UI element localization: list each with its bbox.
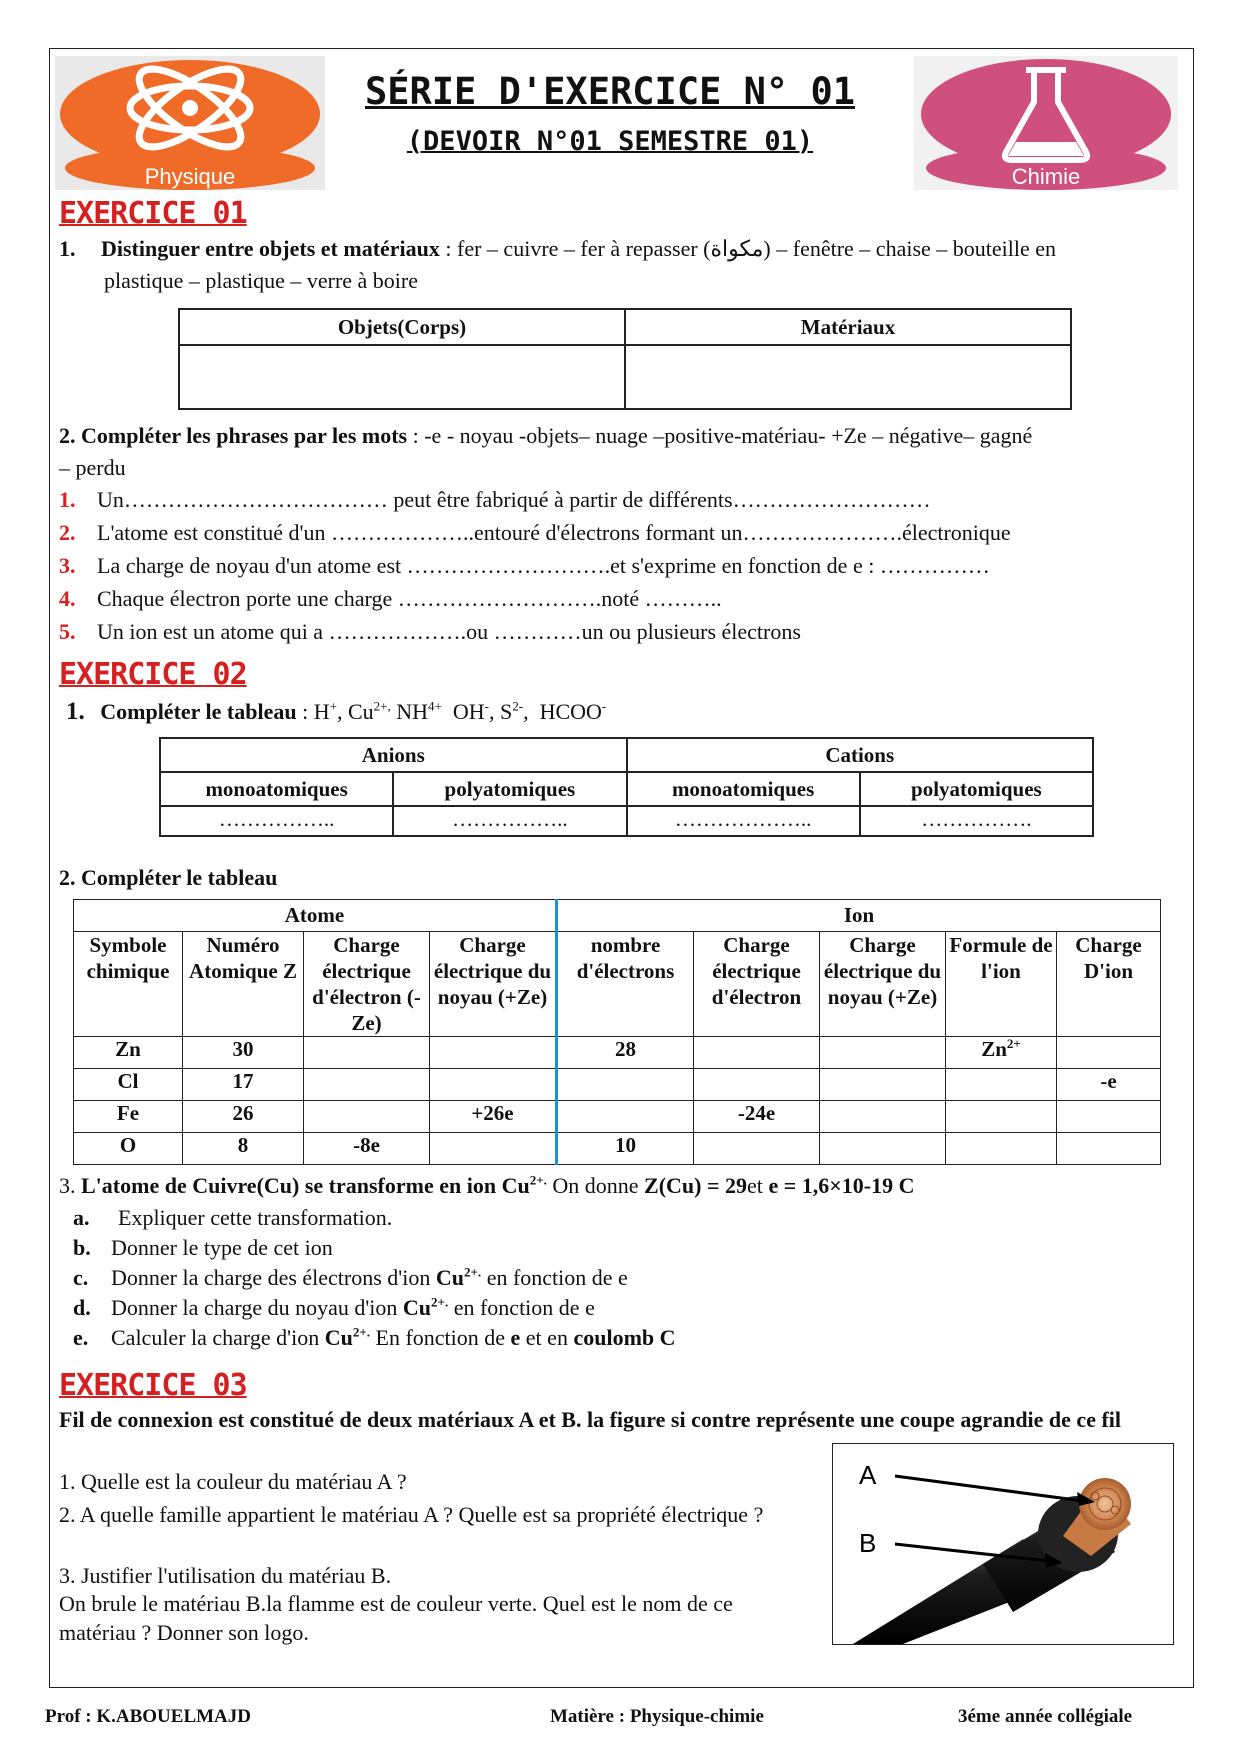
footer-niveau: 3éme année collégiale [958,1706,1133,1727]
ion-base: Cu [402,1295,432,1320]
table-cell [557,1069,694,1101]
table-subheader: monoatomiques [627,772,860,806]
item-text: Donner le type de cet ion [111,1235,333,1260]
table-header: Charge électrique d'électron (-Ze) [304,932,430,1037]
table-cell [820,1069,946,1101]
item-text3: et en [520,1325,574,1350]
table-cell [694,1133,820,1165]
table-cell: +26e [430,1101,557,1133]
ion-sup: 2+. [352,1324,370,1340]
ion: OH [452,699,485,724]
wire-figure [832,1443,1174,1645]
table-cell [430,1037,557,1069]
table-cell-ion-formula [946,1037,1057,1069]
ion-base: Zn [981,1037,1007,1061]
item-bold2: coulomb C [573,1325,676,1350]
q2-text: : -e - noyau -objets– nuage –positive-matériau- +Ze – négative– gagné [407,423,1033,448]
table-cell: …………….. [393,806,626,836]
q3-text: On donne [546,1173,645,1198]
item-letter: b. [73,1235,91,1260]
table-cell [946,1101,1057,1133]
table-header: Charge électrique du noyau (+Ze) [820,932,946,1037]
ion-base: Cu [435,1265,465,1290]
table-cell: ……………….. [627,806,860,836]
table-cell: -8e [304,1133,430,1165]
ion: Cu [347,699,374,724]
table-cell [304,1101,430,1133]
ion-sup: 2+, [373,698,391,714]
q3-sup: 2+. [529,1172,547,1188]
table-row [74,1101,1161,1133]
table-cell [820,1101,946,1133]
table-cell: 17 [183,1069,304,1101]
table-cell: Zn [74,1037,183,1069]
list-item [73,1262,676,1292]
table-cell: 10 [557,1133,694,1165]
ion: HCOO [539,699,602,724]
table-header: nombre d'électrons [557,932,694,1037]
page-title: SÉRIE D'EXERCICE N° 01 [364,70,856,113]
exercise-1-heading: EXERCICE 01 [59,196,247,231]
physique-logo [55,56,325,190]
list-item [59,517,1011,550]
table-cell [179,345,625,409]
footer-matiere: Matière : Physique-chimie [550,1706,764,1727]
list-item [59,616,1011,649]
table-cell [430,1069,557,1101]
table-subheader: polyatomiques [393,772,626,806]
ion-sup: 2+ [1006,1036,1021,1051]
chimie-logo [914,56,1178,190]
exercise-2-heading: EXERCICE 02 [59,657,247,692]
item-text: Calculer la charge d'ion [111,1325,325,1350]
q1-bold: Distinguer entre objets et matériaux [101,236,440,261]
item-text: L'atome est constitué d'un ………………..entouré d'électrons formant un………………….électronique [97,520,1011,545]
ex3-intro: Fil de connexion est constitué de deux matériaux A et B. la figure si contre représente une coupe agrandie de ce fil [59,1407,1122,1432]
table-cell [557,1101,694,1133]
q3-bold: L'atome de Cuivre(Cu) se transforme en ion Cu [81,1173,530,1198]
table-cell [694,1069,820,1101]
table-subheader: monoatomiques [160,772,393,806]
table-cell: ……………. [860,806,1093,836]
table-cell: -e [1057,1069,1161,1101]
physique-label: Physique [144,164,236,189]
item-letter: d. [73,1295,91,1320]
ion-sup: - [484,698,489,714]
table-header: Ion [557,900,1161,932]
item-letter: a. [73,1205,90,1230]
ion-sup: 4+ [428,698,442,714]
ex3-q2: 2. A quelle famille appartient le matériau A ? Quelle est sa propriété électrique ? [59,1502,764,1527]
table-cell [946,1133,1057,1165]
label-b: B [859,1528,877,1558]
table-cell [304,1037,430,1069]
ex1-q2-line2: – perdu [59,455,126,480]
item-number: 1. [59,487,76,512]
q2-bold: 2. Compléter les phrases par les mots [59,423,408,448]
table-cell [1057,1133,1161,1165]
ex2-q2: 2. Compléter le tableau [59,865,278,890]
exercise-3-heading: EXERCICE 03 [59,1368,247,1403]
colon: : [296,699,314,724]
table-cell: …………….. [160,806,393,836]
table-row [74,1133,1161,1165]
table-cell [1057,1037,1161,1069]
list-item [59,484,1011,517]
footer-prof: Prof : K.ABOUELMAJD [45,1706,251,1727]
q3-bold2: Z(Cu) = 29 [644,1173,748,1198]
item-text: Donner la charge des électrons d'ion [111,1265,436,1290]
table-header: Cations [627,738,1094,772]
list-item [59,583,1011,616]
item-number: 3. [59,553,76,578]
table-cell: 8 [183,1133,304,1165]
ex1-q2 [59,420,1179,451]
ex1-q1-line2: plastique – plastique – verre à boire [104,268,419,293]
item-bold1: e [510,1325,521,1350]
ion-sup: 2+. [464,1264,482,1280]
table-header: Objets(Corps) [179,309,625,345]
table-cell: 26 [183,1101,304,1133]
table-cell: 30 [183,1037,304,1069]
ion-sup: - [601,698,607,714]
ion-sup: + [329,698,337,714]
item-text: Un……………………………… peut être fabriqué à partir de différents……………………… [97,487,931,512]
table-header: Anions [160,738,627,772]
table-cell [820,1037,946,1069]
list-item [73,1202,676,1232]
item-text2: en fonction de e [448,1295,595,1320]
ion: H [313,699,330,724]
table-subheader: polyatomiques [860,772,1093,806]
item-text: Expliquer cette transformation. [118,1205,393,1230]
q1-bold: Compléter le tableau [100,699,297,724]
q3-bold3: e = 1,6×10-19 C [768,1173,915,1198]
table-cell [304,1069,430,1101]
table-cell [946,1069,1057,1101]
list-item [73,1322,676,1352]
q3-prefix: 3. [59,1173,81,1198]
item-text: Chaque électron porte une charge ……………………….noté ……….. [97,586,722,611]
item-letter: e. [73,1325,89,1350]
ion: S [499,699,513,724]
table-row [74,1069,1161,1101]
item-text: Donner la charge du noyau d'ion [111,1295,403,1320]
atom-ion-table [73,899,1161,1165]
item-text: Un ion est un atome qui a ……………….ou …………un ou plusieurs électrons [97,619,801,644]
table-header: Charge D'ion [1057,932,1161,1037]
table-header: Matériaux [625,309,1071,345]
ex3-q1: 1. Quelle est la couleur du matériau A ? [59,1469,407,1494]
objects-materials-table [178,308,1072,410]
item-letter: c. [73,1265,89,1290]
sub-question-list [73,1202,676,1352]
table-header: Atome [74,900,557,932]
table-cell [430,1133,557,1165]
chimie-label: Chimie [1011,164,1081,189]
ex2-q1: 1. Compléter le tableau : H+, $Cu^{2+,}$ $NH^{4+}$ OH-, $S^{2-}$, HCOO- [66,698,607,725]
ion-sup: 2- [512,698,524,714]
sentence-list [59,484,1011,649]
table-cell: 28 [557,1037,694,1069]
table-cell [694,1037,820,1069]
table-cell: O [74,1133,183,1165]
flask-icon [914,56,1178,190]
table-header: Symbole chimique [74,932,183,1037]
ion-sup: 2+. [431,1294,449,1310]
cable-cross-section-icon [833,1444,1173,1644]
item-number: 5. [59,619,76,644]
table-header: Formule de l'ion [946,932,1057,1037]
table-cell: Fe [74,1101,183,1133]
table-header: Numéro Atomique Z [183,932,304,1037]
ex3-q4: On brule le matériau B.la flamme est de couleur verte. Quel est le nom de ce matériau ? Donner son logo. [59,1591,733,1645]
table-cell: -24e [694,1101,820,1133]
ex1-q1 [59,233,1179,264]
ions-table [159,737,1094,837]
list-item [73,1292,676,1322]
page-subtitle: (DEVOIR N°01 SEMESTRE 01) [406,126,814,157]
q-number: 1. [59,236,76,261]
table-cell: Cl [74,1069,183,1101]
item-number: 2. [59,520,76,545]
table-cell [1057,1101,1161,1133]
label-a: A [859,1460,877,1490]
item-text: La charge de noyau d'un atome est ……………………….et s'exprime en fonction de e : …………… [97,553,990,578]
ex2-q3 [59,1170,1179,1201]
table-cell [820,1133,946,1165]
table-header: Charge électrique du noyau (+Ze) [430,932,557,1037]
table-row [74,1037,1161,1069]
item-text2: En fonction de [370,1325,511,1350]
q-number: 1. [66,698,85,725]
list-item [73,1232,676,1262]
ex3-q3: 3. Justifier l'utilisation du matériau B. [59,1563,392,1588]
item-text2: en fonction de e [481,1265,628,1290]
atom-icon [55,56,325,190]
q3-text2: et [747,1173,769,1198]
table-header: Charge électrique d'électron [694,932,820,1037]
ion: NH [396,699,429,724]
list-item [59,550,1011,583]
q1-text: : fer – cuivre – fer à repasser (مكواة) – fenêtre – chaise – bouteille en [439,236,1057,261]
ion-base: Cu [324,1325,353,1350]
table-cell [625,345,1071,409]
item-number: 4. [59,586,76,611]
